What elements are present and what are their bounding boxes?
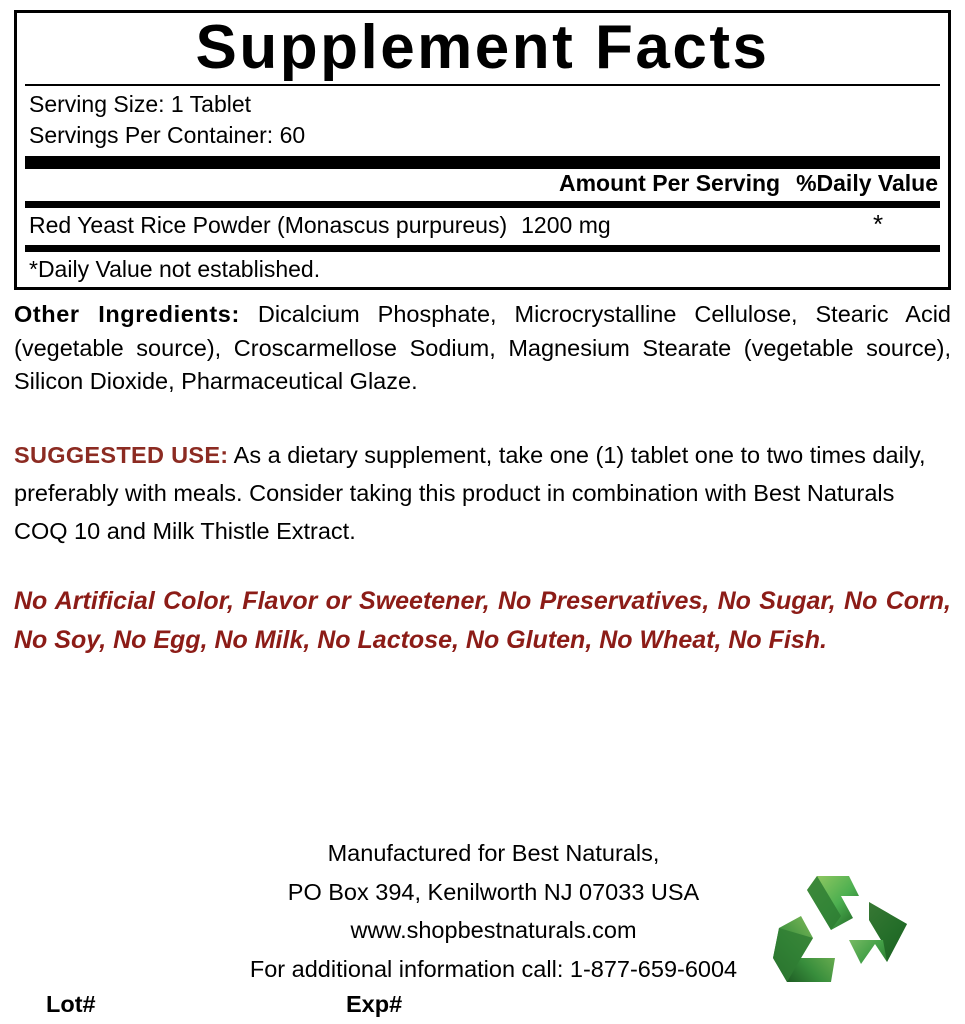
serving-size: Serving Size: 1 Tablet xyxy=(29,91,252,118)
manufacturer-phone: For additional information call: 1-877-659-6004 xyxy=(249,956,738,983)
column-header-amount: Amount Per Serving xyxy=(558,170,781,197)
suggested-use-block xyxy=(14,436,951,550)
nutrition-column-headers xyxy=(25,169,940,199)
other-ingredients-block xyxy=(14,298,951,398)
other-ingredients-label: Other Ingredients: xyxy=(14,301,240,328)
nutrient-daily-value: * xyxy=(872,209,884,240)
lot-label: Lot# xyxy=(46,991,96,1017)
column-header-daily-value: %Daily Value xyxy=(796,170,938,197)
divider-under-headers xyxy=(25,201,940,208)
suggested-use-text: As a dietary supplement, take one (1) tablet one to two times daily, preferably with meals. Consider taking this product in combination with Best Naturals COQ 10 and Milk Thistle Extract. xyxy=(14,442,926,545)
nutrient-amount: 1200 mg xyxy=(521,212,611,239)
free-from-claims: No Artificial Color, Flavor or Sweetener, No Preservatives, No Sugar, No Corn, No Soy, No Egg, No Milk, No Lactose, No Gluten, No Wheat, No Fish. xyxy=(14,587,951,655)
suggested-use-label: SUGGESTED USE: xyxy=(14,442,229,469)
supplement-facts-panel xyxy=(14,10,951,290)
table-row xyxy=(25,208,940,243)
recycle-icon xyxy=(757,866,927,996)
manufacturer-website: www.shopbestnaturals.com xyxy=(350,917,637,944)
label-footer xyxy=(0,834,965,1018)
serving-info xyxy=(25,86,940,153)
daily-value-footnote: *Daily Value not established. xyxy=(29,256,321,283)
divider-under-row xyxy=(25,245,940,252)
manufacturer-line: Manufactured for Best Naturals, xyxy=(327,839,660,866)
exp-label: Exp# xyxy=(346,991,403,1017)
other-ingredients-text: Dicalcium Phosphate, Microcrystalline Cellulose, Stearic Acid (vegetable source), Croscarmellose Sodium, Magnesium Stearate (vegetable source), Silicon Dioxide, Pharmaceutical Glaze. xyxy=(14,301,951,394)
supplement-facts-title: Supplement Facts xyxy=(195,13,770,82)
manufacturer-address: PO Box 394, Kenilworth NJ 07033 USA xyxy=(287,878,700,905)
servings-per-container: Servings Per Container: 60 xyxy=(29,122,306,149)
nutrient-name: Red Yeast Rice Powder (Monascus purpureus) xyxy=(29,212,508,239)
divider-thick-top xyxy=(25,156,940,169)
